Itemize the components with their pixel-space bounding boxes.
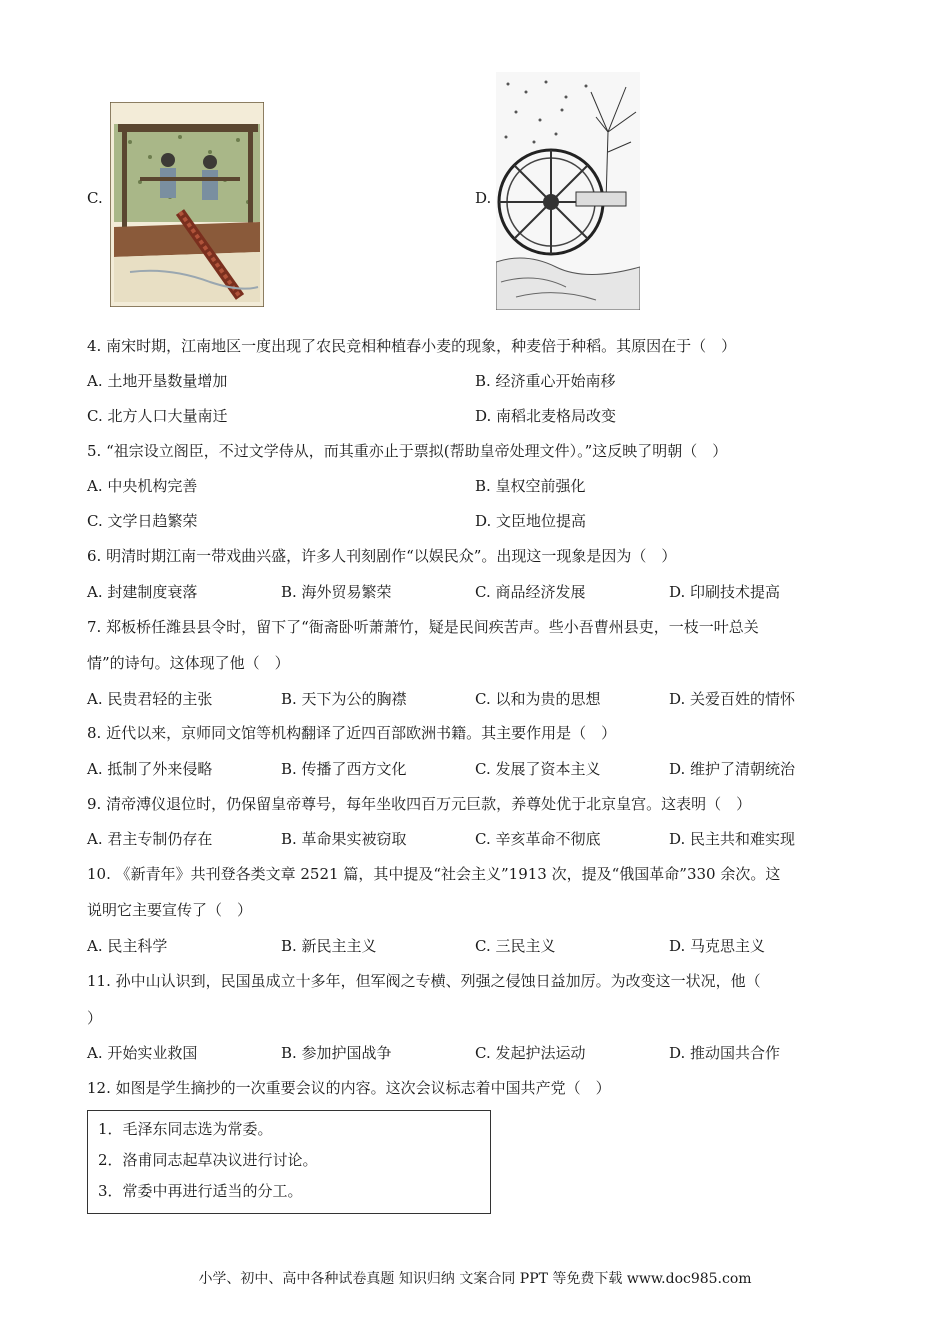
question-7-stem-line-1: 7. 郑板桥任潍县县令时，留下了“衙斋卧听萧萧竹，疑是民间疾苦声。些小吾曹州县吏，一枝一叶总关 xyxy=(87,618,759,636)
question-9-option-c: C. 辛亥革命不彻底 xyxy=(475,830,601,848)
question-11-stem-line-1: 11. 孙中山认识到，民国虽成立十多年，但军阀之专横、列强之侵蚀日益加厉。为改变这一状况，他（ xyxy=(87,972,761,990)
question-9-option-d: D. 民主共和难实现 xyxy=(669,830,796,848)
question-9-option-a: A. 君主专制仍存在 xyxy=(87,830,213,848)
question-12-stem: 12. 如图是学生摘抄的一次重要会议的内容。这次会议标志着中国共产党（ ） xyxy=(87,1079,611,1097)
question-5-option-d: D. 文臣地位提高 xyxy=(475,512,587,530)
question-8-option-c: C. 发展了资本主义 xyxy=(475,760,601,778)
question-4-stem: 4. 南宋时期，江南地区一度出现了农民竞相种植春小麦的现象，种麦倍于种稻。其原因在于（ ） xyxy=(87,337,737,355)
option-c-label: C. xyxy=(87,189,103,207)
question-7-option-d: D. 关爱百姓的情怀 xyxy=(669,690,796,708)
illustration-d-water-wheel xyxy=(496,72,640,310)
question-5-stem: 5. “祖宗设立阁臣，不过文学侍从，而其重亦止于票拟(帮助皇帝处理文件）。”这反映了明朝（ ） xyxy=(87,442,728,460)
meeting-excerpt-item: 2．洛甫同志起草决议进行讨论。 xyxy=(98,1151,318,1169)
question-11-option-d: D. 推动国共合作 xyxy=(669,1044,781,1062)
question-8-stem: 8. 近代以来，京师同文馆等机构翻译了近四百部欧洲书籍。其主要作用是（ ） xyxy=(87,724,617,742)
question-10-stem-line-1: 10. 《新青年》共刊登各类文章 2521 篇，其中提及“社会主义”1913 次，提及“俄国革命”330 余次。这 xyxy=(87,865,781,883)
question-5-option-b: B. 皇权空前强化 xyxy=(475,477,586,495)
question-6-stem: 6. 明清时期江南一带戏曲兴盛，许多人刊刻剧作“以娱民众”。出现这一现象是因为（ ） xyxy=(87,547,677,565)
question-6-option-d: D. 印刷技术提高 xyxy=(669,583,781,601)
question-10-option-c: C. 三民主义 xyxy=(475,937,556,955)
question-4-option-d: D. 南稻北麦格局改变 xyxy=(475,407,617,425)
question-7-option-c: C. 以和为贵的思想 xyxy=(475,690,601,708)
question-10-option-b: B. 新民主主义 xyxy=(281,937,377,955)
question-4-option-b: B. 经济重心开始南移 xyxy=(475,372,616,390)
question-11-option-c: C. 发起护法运动 xyxy=(475,1044,586,1062)
question-4-option-a: A. 土地开垦数量增加 xyxy=(87,372,228,390)
question-7-stem-line-2: 情”的诗句。这体现了他（ ） xyxy=(87,654,290,672)
question-10-option-d: D. 马克思主义 xyxy=(669,937,766,955)
illustration-c-treadle-pump xyxy=(110,102,264,307)
question-11-option-b: B. 参加护国战争 xyxy=(281,1044,392,1062)
question-9-option-b: B. 革命果实被窃取 xyxy=(281,830,407,848)
meeting-excerpt-box xyxy=(87,1110,491,1214)
question-5-option-a: A. 中央机构完善 xyxy=(87,477,198,495)
question-6-option-c: C. 商品经济发展 xyxy=(475,583,586,601)
question-11-option-a: A. 开始实业救国 xyxy=(87,1044,198,1062)
meeting-excerpt-item: 3．常委中再进行适当的分工。 xyxy=(98,1182,303,1200)
question-9-stem: 9. 清帝溥仪退位时，仍保留皇帝尊号，每年坐收四百万元巨款，养尊处优于北京皇宫。这表明（ ） xyxy=(87,795,752,813)
option-d-label: D. xyxy=(475,189,492,207)
page-footer: 小学、初中、高中各种试卷真题 知识归纳 文案合同 PPT 等免费下载 www.doc985.com xyxy=(198,1271,752,1287)
question-8-option-a: A. 抵制了外来侵略 xyxy=(87,760,213,778)
question-6-option-b: B. 海外贸易繁荣 xyxy=(281,583,392,601)
question-10-option-a: A. 民主科学 xyxy=(87,937,168,955)
question-11-stem-line-2: ） xyxy=(87,1009,103,1027)
meeting-excerpt-item: 1．毛泽东同志选为常委。 xyxy=(98,1120,273,1138)
question-8-option-d: D. 维护了清朝统治 xyxy=(669,760,796,778)
question-5-option-c: C. 文学日趋繁荣 xyxy=(87,512,198,530)
question-7-option-a: A. 民贵君轻的主张 xyxy=(87,690,213,708)
question-10-stem-line-2: 说明它主要宣传了（ ） xyxy=(87,901,253,919)
question-8-option-b: B. 传播了西方文化 xyxy=(281,760,407,778)
question-4-option-c: C. 北方人口大量南迁 xyxy=(87,407,228,425)
question-6-option-a: A. 封建制度衰落 xyxy=(87,583,198,601)
question-7-option-b: B. 天下为公的胸襟 xyxy=(281,690,407,708)
